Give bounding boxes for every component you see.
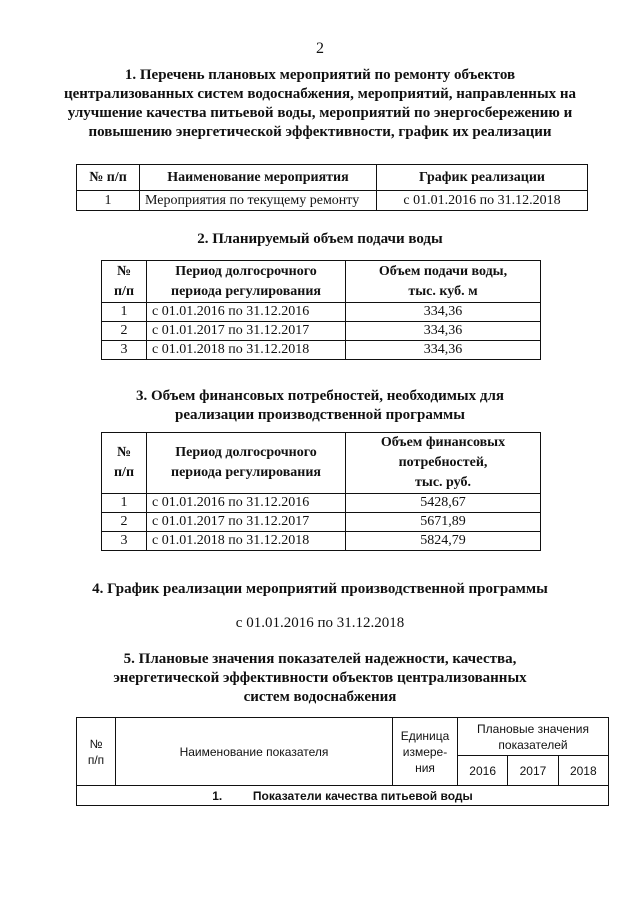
- col-header-year: 2016: [458, 756, 508, 786]
- col-header-indicator: Наименование показателя: [116, 718, 393, 786]
- section1-title: [0, 66, 640, 142]
- col-header-year: 2017: [508, 756, 558, 786]
- table-row: [102, 494, 541, 513]
- row-number: 1: [102, 303, 147, 322]
- section5-title: [0, 650, 640, 707]
- subsection-number: 1.: [212, 788, 223, 803]
- col-header-year: 2018: [558, 756, 608, 786]
- row-number: 1: [77, 191, 140, 211]
- header-line: измере-: [402, 744, 448, 759]
- header-line: потребностей,: [398, 455, 488, 470]
- row-number: 2: [102, 513, 147, 532]
- col-header-plan: [458, 718, 609, 756]
- header-line: Единица: [400, 728, 450, 743]
- header-line: №: [89, 736, 103, 751]
- period: с 01.01.2018 по 31.12.2018: [147, 341, 346, 360]
- col-header-measure: Наименование мероприятия: [140, 165, 377, 191]
- header-line: периода регулирования: [171, 283, 321, 299]
- section4-period: с 01.01.2016 по 31.12.2018: [235, 615, 405, 631]
- header-line: Период долгосрочного: [175, 445, 317, 460]
- col-header-number: [77, 718, 116, 786]
- section1-title-line: 1. Перечень плановых мероприятий по ремонту объектов: [124, 67, 516, 83]
- col-header-period: [147, 433, 346, 494]
- period: с 01.01.2017 по 31.12.2017: [147, 513, 346, 532]
- col-header-unit: [393, 718, 458, 786]
- table-row: [102, 341, 541, 360]
- col-header-number: № п/п: [77, 165, 140, 191]
- section4-title: 4. График реализации мероприятий производственной программы: [92, 581, 548, 597]
- water-supply-table: [101, 260, 541, 360]
- section3-title-line: реализации производственной программы: [175, 407, 465, 423]
- section1-title-line: улучшение качества питьевой воды, мероприятий по энергосбережению и: [67, 105, 573, 121]
- section1-title-line: повышению энергетической эффективности, график их реализации: [88, 124, 552, 140]
- header-line: Плановые значения: [477, 721, 589, 736]
- period: с 01.01.2016 по 31.12.2016: [147, 303, 346, 322]
- header-line: тыс. куб. м: [408, 283, 478, 299]
- header-line: Объем подачи воды,: [378, 263, 508, 279]
- row-number: 3: [102, 532, 147, 551]
- col-header-number: [102, 433, 147, 494]
- section5-title-line: 5. Плановые значения показателей надежности, качества,: [123, 651, 517, 667]
- volume-value: 334,36: [346, 303, 541, 322]
- header-line: п/п: [113, 283, 135, 299]
- header-line: тыс. руб.: [415, 475, 471, 490]
- page-number: 2: [316, 40, 324, 57]
- row-number: 3: [102, 341, 147, 360]
- header-line: №: [116, 445, 132, 460]
- indicators-table: [76, 717, 609, 806]
- section2-title: 2. Планируемый объем подачи воды: [197, 231, 443, 247]
- table-row: [102, 513, 541, 532]
- header-line: п/п: [87, 752, 105, 767]
- volume-value: 334,36: [346, 341, 541, 360]
- measures-table: [76, 164, 588, 211]
- table-row: [77, 786, 609, 806]
- period: с 01.01.2016 по 31.12.2016: [147, 494, 346, 513]
- col-header-financial: [346, 433, 541, 494]
- financial-value: 5824,79: [346, 532, 541, 551]
- period: с 01.01.2018 по 31.12.2018: [147, 532, 346, 551]
- header-line: ния: [415, 760, 435, 775]
- subsection-heading: [77, 786, 609, 806]
- col-header-period: [147, 261, 346, 303]
- section1-title-line: централизованных систем водоснабжения, мероприятий, направленных на: [63, 86, 577, 102]
- section5-title-line: энергетической эффективности объектов централизованных: [113, 670, 527, 686]
- col-header-number: [102, 261, 147, 303]
- header-line: п/п: [113, 465, 135, 480]
- measure-name: Мероприятия по текущему ремонту: [140, 191, 377, 211]
- schedule-period: с 01.01.2016 по 31.12.2018: [377, 191, 588, 211]
- section3-title: [0, 387, 640, 425]
- section3-title-line: 3. Объем финансовых потребностей, необходимых для: [135, 388, 505, 404]
- subsection-title: Показатели качества питьевой воды: [252, 788, 473, 803]
- table-row: [77, 191, 588, 211]
- table-row: [102, 532, 541, 551]
- period: с 01.01.2017 по 31.12.2017: [147, 322, 346, 341]
- section5-title-line: систем водоснабжения: [243, 689, 397, 705]
- header-line: периода регулирования: [171, 465, 321, 480]
- header-line: Период долгосрочного: [175, 263, 317, 279]
- header-line: №: [116, 263, 132, 279]
- volume-value: 334,36: [346, 322, 541, 341]
- table-row: [102, 322, 541, 341]
- col-header-schedule: График реализации: [377, 165, 588, 191]
- header-line: Объем финансовых: [380, 435, 506, 450]
- col-header-volume: [346, 261, 541, 303]
- financial-value: 5671,89: [346, 513, 541, 532]
- row-number: 1: [102, 494, 147, 513]
- row-number: 2: [102, 322, 147, 341]
- financial-value: 5428,67: [346, 494, 541, 513]
- header-line: показателей: [498, 737, 568, 752]
- table-row: [102, 303, 541, 322]
- financial-needs-table: [101, 432, 541, 551]
